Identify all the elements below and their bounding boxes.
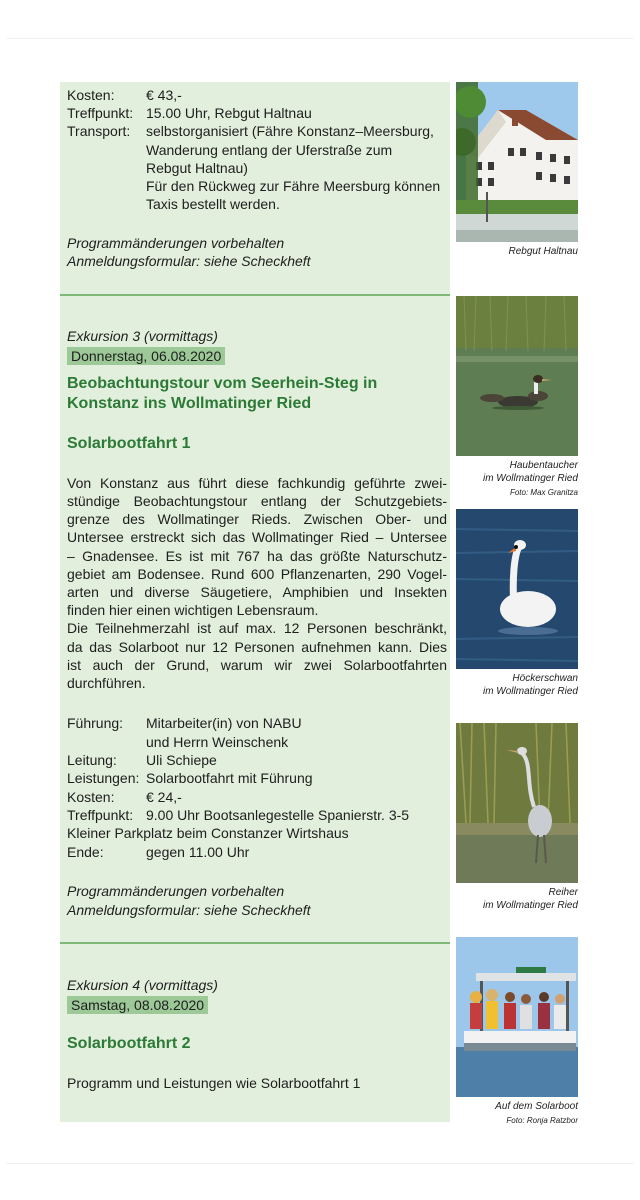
description-line: ist auch der Grund, warum wir zwei Solarbootfahrten bbox=[67, 657, 447, 673]
description-line: Von Konstanz aus führt diese fachkundig geführte zwei- bbox=[67, 475, 447, 491]
value-transport: selbstorganisiert (Fähre Konstanz–Meersburg, bbox=[146, 123, 434, 139]
transport-line: Wanderung entlang der Uferstraße zum bbox=[146, 142, 393, 158]
label-kosten: Kosten: bbox=[67, 87, 115, 103]
photo-caption: Haubentaucher bbox=[509, 460, 578, 471]
value-fuehrung-cont: und Herrn Weinschenk bbox=[146, 734, 289, 750]
photo-credit: Foto: Max Granitza bbox=[509, 488, 578, 497]
transport-line: Rebgut Haltnau) bbox=[146, 160, 248, 176]
photo-caption: im Wollmatinger Ried bbox=[482, 900, 578, 911]
value-treffpunkt: 9.00 Uhr Bootsanlegestelle Spanierstr. 3-5 bbox=[146, 807, 410, 823]
excursion-label: Exkursion 4 (vormittags) bbox=[67, 977, 218, 993]
description-line: finden hier einen wichtigen Lebensraum. bbox=[67, 602, 319, 618]
date-badge: Donnerstag, 06.08.2020 bbox=[67, 347, 225, 365]
value-kosten: € 43,- bbox=[146, 87, 182, 103]
photo-solarboot bbox=[456, 937, 578, 1097]
transport-line: Taxis bestellt werden. bbox=[146, 196, 280, 212]
tour-title-line2: Konstanz ins Wollmatinger Ried bbox=[67, 395, 312, 412]
parking-info: Kleiner Parkplatz beim Constanzer Wirtshaus bbox=[67, 825, 349, 841]
photo-hoeckerschwan bbox=[456, 509, 578, 669]
photo-caption: Höckerschwan bbox=[512, 673, 578, 684]
value-kosten: € 24,- bbox=[146, 789, 182, 805]
description-line: Untersee erstreckt sich das Wollmatinger Ried – Untersee bbox=[67, 529, 447, 545]
photo-haubentaucher bbox=[456, 296, 578, 456]
photo-rebgut-haltnau bbox=[456, 82, 578, 242]
date-badge: Samstag, 08.08.2020 bbox=[67, 996, 208, 1014]
label-treffpunkt: Treffpunkt: bbox=[67, 807, 134, 823]
note-changes: Programmänderungen vorbehalten bbox=[67, 883, 285, 899]
section-subtitle: Solarbootfahrt 2 bbox=[67, 1035, 191, 1052]
note-registration: Anmeldungsformular: siehe Scheckheft bbox=[67, 902, 311, 918]
note-registration: Anmeldungsformular: siehe Scheckheft bbox=[67, 253, 311, 269]
value-leitung: Uli Schiepe bbox=[146, 752, 217, 768]
photo-caption: im Wollmatinger Ried bbox=[482, 473, 578, 484]
description-line: stündige Beobachtungstour entlang der Schutzgebiets- bbox=[67, 493, 447, 509]
description-line: gebiet am Bodensee. Rund 600 Pflanzenarten, 290 Vogel- bbox=[67, 566, 447, 582]
photo-credit: Foto: Ronja Ratzbor bbox=[506, 1116, 578, 1125]
label-kosten: Kosten: bbox=[67, 789, 115, 805]
value-treffpunkt: 15.00 Uhr, Rebgut Haltnau bbox=[146, 105, 312, 121]
tour-title-line1: Beobachtungstour vom Seerhein-Steg in bbox=[67, 375, 378, 392]
photo-caption: im Wollmatinger Ried bbox=[482, 686, 578, 697]
photo-caption: Reiher bbox=[548, 887, 578, 898]
label-treffpunkt: Treffpunkt: bbox=[67, 105, 134, 121]
label-leitung: Leitung: bbox=[67, 752, 117, 768]
description-line: arten und diverse Säugetiere, Amphibien und Insekten bbox=[67, 584, 447, 600]
label-leistungen: Leistungen: bbox=[67, 770, 140, 786]
program-panel-3 bbox=[60, 944, 450, 1122]
description-line: durchführen. bbox=[67, 675, 146, 691]
note-changes: Programmänderungen vorbehalten bbox=[67, 235, 285, 251]
value-leistungen: Solarbootfahrt mit Führung bbox=[146, 770, 313, 786]
program-text: Programm und Leistungen wie Solarbootfahrt 1 bbox=[67, 1075, 361, 1091]
label-transport: Transport: bbox=[67, 123, 131, 139]
description-line: Die Teilnehmerzahl ist auf max. 12 Personen beschränkt, bbox=[67, 620, 447, 636]
photo-caption: Auf dem Solarboot bbox=[495, 1101, 578, 1112]
description-line: da das Solarboot nur 12 Personen aufnehmen kann. Dies bbox=[67, 639, 447, 655]
section-subtitle: Solarbootfahrt 1 bbox=[67, 435, 191, 452]
description-line: – Gnadensee. Es ist mit 767 ha das größte Naturschutz- bbox=[67, 548, 447, 564]
description-line: grenze des Wollmatinger Rieds. Zwischen Ober- und bbox=[67, 511, 447, 527]
photo-caption: Rebgut Haltnau bbox=[508, 246, 578, 257]
label-ende: Ende: bbox=[67, 844, 104, 860]
label-fuehrung: Führung: bbox=[67, 715, 124, 731]
excursion-label: Exkursion 3 (vormittags) bbox=[67, 328, 218, 344]
value-fuehrung: Mitarbeiter(in) von NABU bbox=[146, 715, 302, 731]
transport-line: Für den Rückweg zur Fähre Meersburg können bbox=[146, 178, 441, 194]
value-ende: gegen 11.00 Uhr bbox=[146, 844, 250, 860]
photo-reiher bbox=[456, 723, 578, 883]
